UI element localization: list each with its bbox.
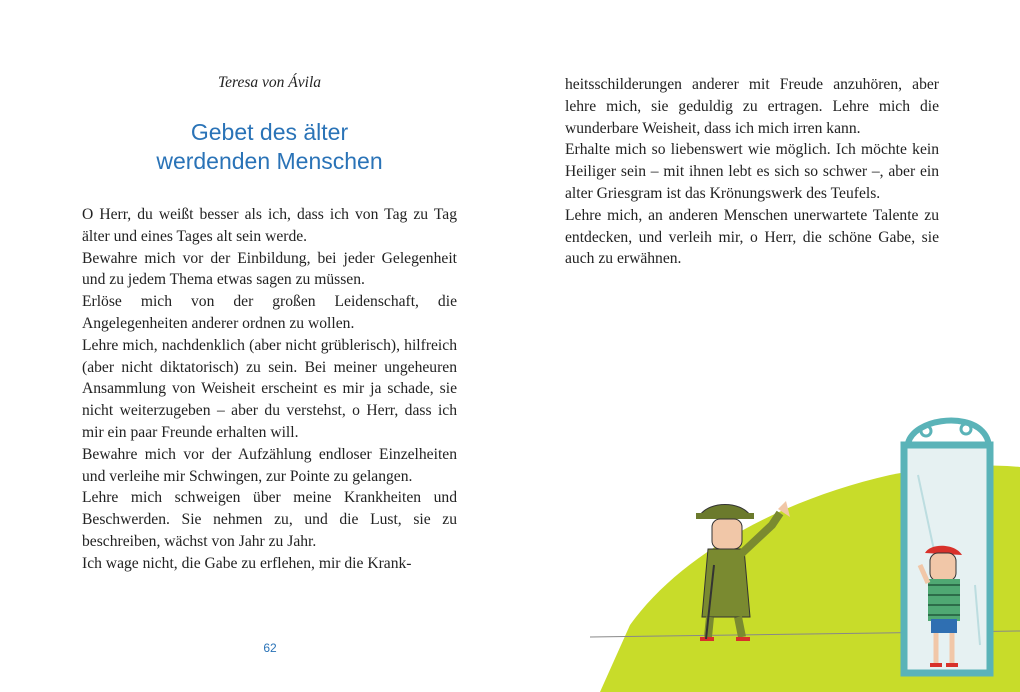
paragraph: Erhalte mich so liebenswert wie möglich. Ich möchte kein Heiliger sein – mit ihnen lebt es sich so schwer –, aber ein alter Griesgram ist das Krönungswerk des Teufels. bbox=[565, 141, 939, 202]
right-body-text bbox=[565, 74, 939, 270]
author-name: Teresa von Ávila bbox=[217, 74, 322, 91]
page-number: 62 bbox=[263, 641, 277, 655]
mirror-illustration bbox=[590, 405, 1020, 692]
paragraph: O Herr, du weißt besser als ich, dass ich von Tag zu Tag älter und eines Tages alt sein werde. bbox=[82, 206, 457, 245]
left-body-text bbox=[82, 204, 457, 575]
paragraph: heitsschilderungen anderer mit Freude anzuhören, aber lehre mich, sie geduldig zu ertragen. Lehre mich die wunderbare Weisheit, dass ich mich irren kann. bbox=[565, 76, 939, 137]
paragraph: Lehre mich schweigen über meine Krankheiten und Beschwerden. Sie nehmen zu, und die Lust, sie zu beschreiben, wächst von Jahr zu Jahr. bbox=[82, 489, 457, 550]
poem-title bbox=[82, 118, 457, 176]
paragraph: Ich wage nicht, die Gabe zu erflehen, mir die Krank- bbox=[82, 554, 412, 572]
paragraph: Bewahre mich vor der Aufzählung endloser Einzelheiten und verleihe mir Schwingen, zur Pointe zu gelangen. bbox=[82, 445, 457, 485]
paragraph: Lehre mich, nachdenklich (aber nicht grüblerisch), hilfreich (aber nicht diktatorisch) zu sein. Bei meiner ungeheuren Ansammlung von Weisheit erscheint es mir ja schade, sie nicht weiterzugeben – aber du verstehst, o Herr, dass ich mir ein paar Freunde erhalten will. bbox=[82, 336, 457, 441]
paragraph: Lehre mich, an anderen Menschen unerwartete Talente zu entdecken, und verleih mir, o Herr, die schöne Gabe, sie auch zu erwähnen. bbox=[565, 206, 939, 268]
paragraph: Erlöse mich von der großen Leidenschaft, die Angelegenheiten anderer ordnen zu wollen. bbox=[82, 293, 457, 332]
title-line-2: werdenden Menschen bbox=[156, 148, 383, 174]
title-line-1: Gebet des älter bbox=[190, 119, 349, 145]
paragraph: Bewahre mich vor der Einbildung, bei jeder Gelegenheit und zu jedem Thema etwas sagen zu müssen. bbox=[82, 249, 457, 289]
